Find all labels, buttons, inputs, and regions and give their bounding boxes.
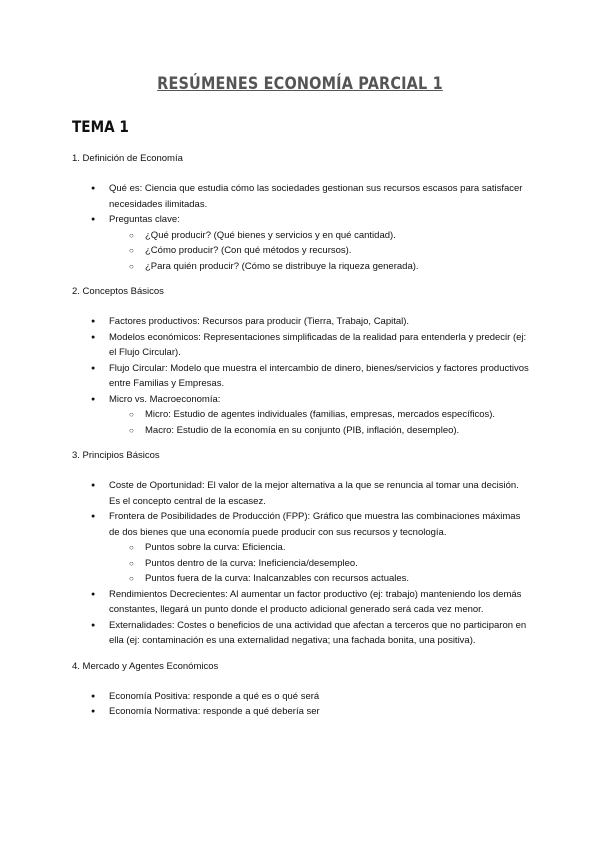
document-content [72, 151, 532, 730]
filled-bullet-icon: ● [91, 318, 96, 325]
hollow-bullet-icon: ○ [129, 261, 134, 271]
list-item-text: Factores productivos: Recursos para producir (Tierra, Trabajo, Capital). [109, 316, 410, 327]
hollow-bullet-icon: ○ [129, 543, 134, 552]
section-heading: 3. Principios Básicos [72, 450, 160, 461]
sub-list-item-text: Macro: Estudio de la economía en su conjunto (PIB, inflación, desempleo). [145, 424, 460, 436]
list-item-text: Flujo Circular: Modelo que muestra el intercambio de dinero, bienes/servicios y factores productivos entre Familias y Empresas. [109, 362, 529, 389]
bullet-list [72, 478, 532, 649]
list-item [72, 618, 532, 649]
sub-list-item-text: ¿Para quién producir? (Cómo se distribuye la riqueza generada). [145, 260, 419, 272]
list-item-text: Frontera de Posibilidades de Producción (FPP): Gráfico que muestra las combinaciones máximas de dos bienes que una economía puede producir con sus recursos y tecnología. [109, 511, 521, 538]
sub-list-item-text: Puntos fuera de la curva: Inalcanzables con recursos actuales. [145, 573, 410, 584]
section-heading: 4. Mercado y Agentes Económicos [72, 660, 219, 672]
sub-list-item-text: Micro: Estudio de agentes individuales (familias, empresas, mercados específicos). [145, 409, 496, 420]
list-item [72, 509, 532, 587]
list-item [72, 330, 532, 361]
topic-title: TEMA 1 [72, 117, 129, 136]
filled-bullet-icon: ● [91, 364, 96, 372]
list-item [72, 314, 532, 330]
hollow-bullet-icon: ○ [129, 410, 134, 419]
sub-list-item [72, 243, 532, 259]
filled-bullet-icon: ● [91, 621, 96, 629]
filled-bullet-icon: ● [91, 590, 96, 598]
sub-list-item-text: Puntos sobre la curva: Eficiencia. [145, 542, 286, 553]
sub-list-item-text: ¿Cómo producir? (Con qué métodos y recursos). [145, 245, 352, 256]
hollow-bullet-icon: ○ [129, 246, 134, 255]
list-item [72, 704, 532, 720]
sub-bullet-list [109, 228, 532, 275]
sub-list-item [72, 540, 532, 556]
list-item-text: Economía Positiva: responde a qué es o qué será [109, 690, 320, 702]
filled-bullet-icon: ● [91, 395, 96, 403]
sub-list-item-text: Puntos dentro de la curva: Ineficiencia/desempleo. [145, 557, 358, 569]
list-item-text: Rendimientos Decrecientes: Al aumentar un factor productivo (ej: trabajo) manteniendo los demás constantes, llegará un punto donde el producto adicional generado será cada vez menor. [109, 588, 522, 615]
sub-list-item [72, 259, 532, 275]
list-item-text: Micro vs. Macroeconomía: [109, 393, 221, 405]
section-heading: 1. Definición de Economía [72, 153, 183, 164]
filled-bullet-icon: ● [91, 513, 96, 520]
list-item [72, 392, 532, 439]
list-item-text: Coste de Oportunidad: El valor de la mejor alternativa a la que se renuncia al tomar una decisión. Es el concepto central de la escasez. [109, 480, 519, 507]
list-item-text: Preguntas clave: [109, 214, 180, 225]
filled-bullet-icon: ● [91, 333, 96, 341]
bullet-list [72, 314, 532, 438]
sub-list-item [72, 423, 532, 439]
list-item-text: Externalidades: Costes o beneficios de una actividad que afectan a terceros que no participaron en ella (ej: contaminación es una externalidad negativa; una fachada bonita, una positiva). [109, 619, 527, 646]
sub-list-item [72, 556, 532, 572]
sub-bullet-list [109, 407, 532, 438]
filled-bullet-icon: ● [91, 216, 96, 223]
hollow-bullet-icon: ○ [129, 574, 134, 583]
list-item [72, 587, 532, 618]
sub-list-item [72, 407, 532, 423]
sub-list-item [72, 571, 532, 587]
list-item [72, 181, 532, 212]
filled-bullet-icon: ● [91, 185, 96, 192]
list-item [72, 478, 532, 509]
filled-bullet-icon: ● [91, 708, 96, 715]
list-item-text: Qué es: Ciencia que estudia cómo las sociedades gestionan sus recursos escasos para satisfacer necesidades ilimitadas. [109, 183, 523, 210]
list-item [72, 212, 532, 274]
list-item [72, 361, 532, 392]
document-title: RESÚMENES ECONOMÍA PARCIAL 1 [157, 74, 443, 94]
list-item-text: Economía Normativa: responde a qué debería ser [109, 706, 320, 717]
bullet-list [72, 181, 532, 274]
sub-list-item [72, 228, 532, 244]
section-heading: 2. Conceptos Básicos [72, 286, 164, 297]
hollow-bullet-icon: ○ [129, 425, 134, 435]
hollow-bullet-icon: ○ [129, 230, 134, 240]
bullet-list [72, 689, 532, 720]
hollow-bullet-icon: ○ [129, 558, 134, 568]
sub-bullet-list [109, 540, 532, 587]
list-item [72, 689, 532, 705]
filled-bullet-icon: ● [91, 482, 96, 489]
sub-list-item-text: ¿Qué producir? (Qué bienes y servicios y en qué cantidad). [145, 229, 396, 241]
list-item-text: Modelos económicos: Representaciones simplificadas de la realidad para entenderla y predecir (ej: el Flujo Circular). [109, 331, 527, 358]
filled-bullet-icon: ● [91, 692, 96, 700]
